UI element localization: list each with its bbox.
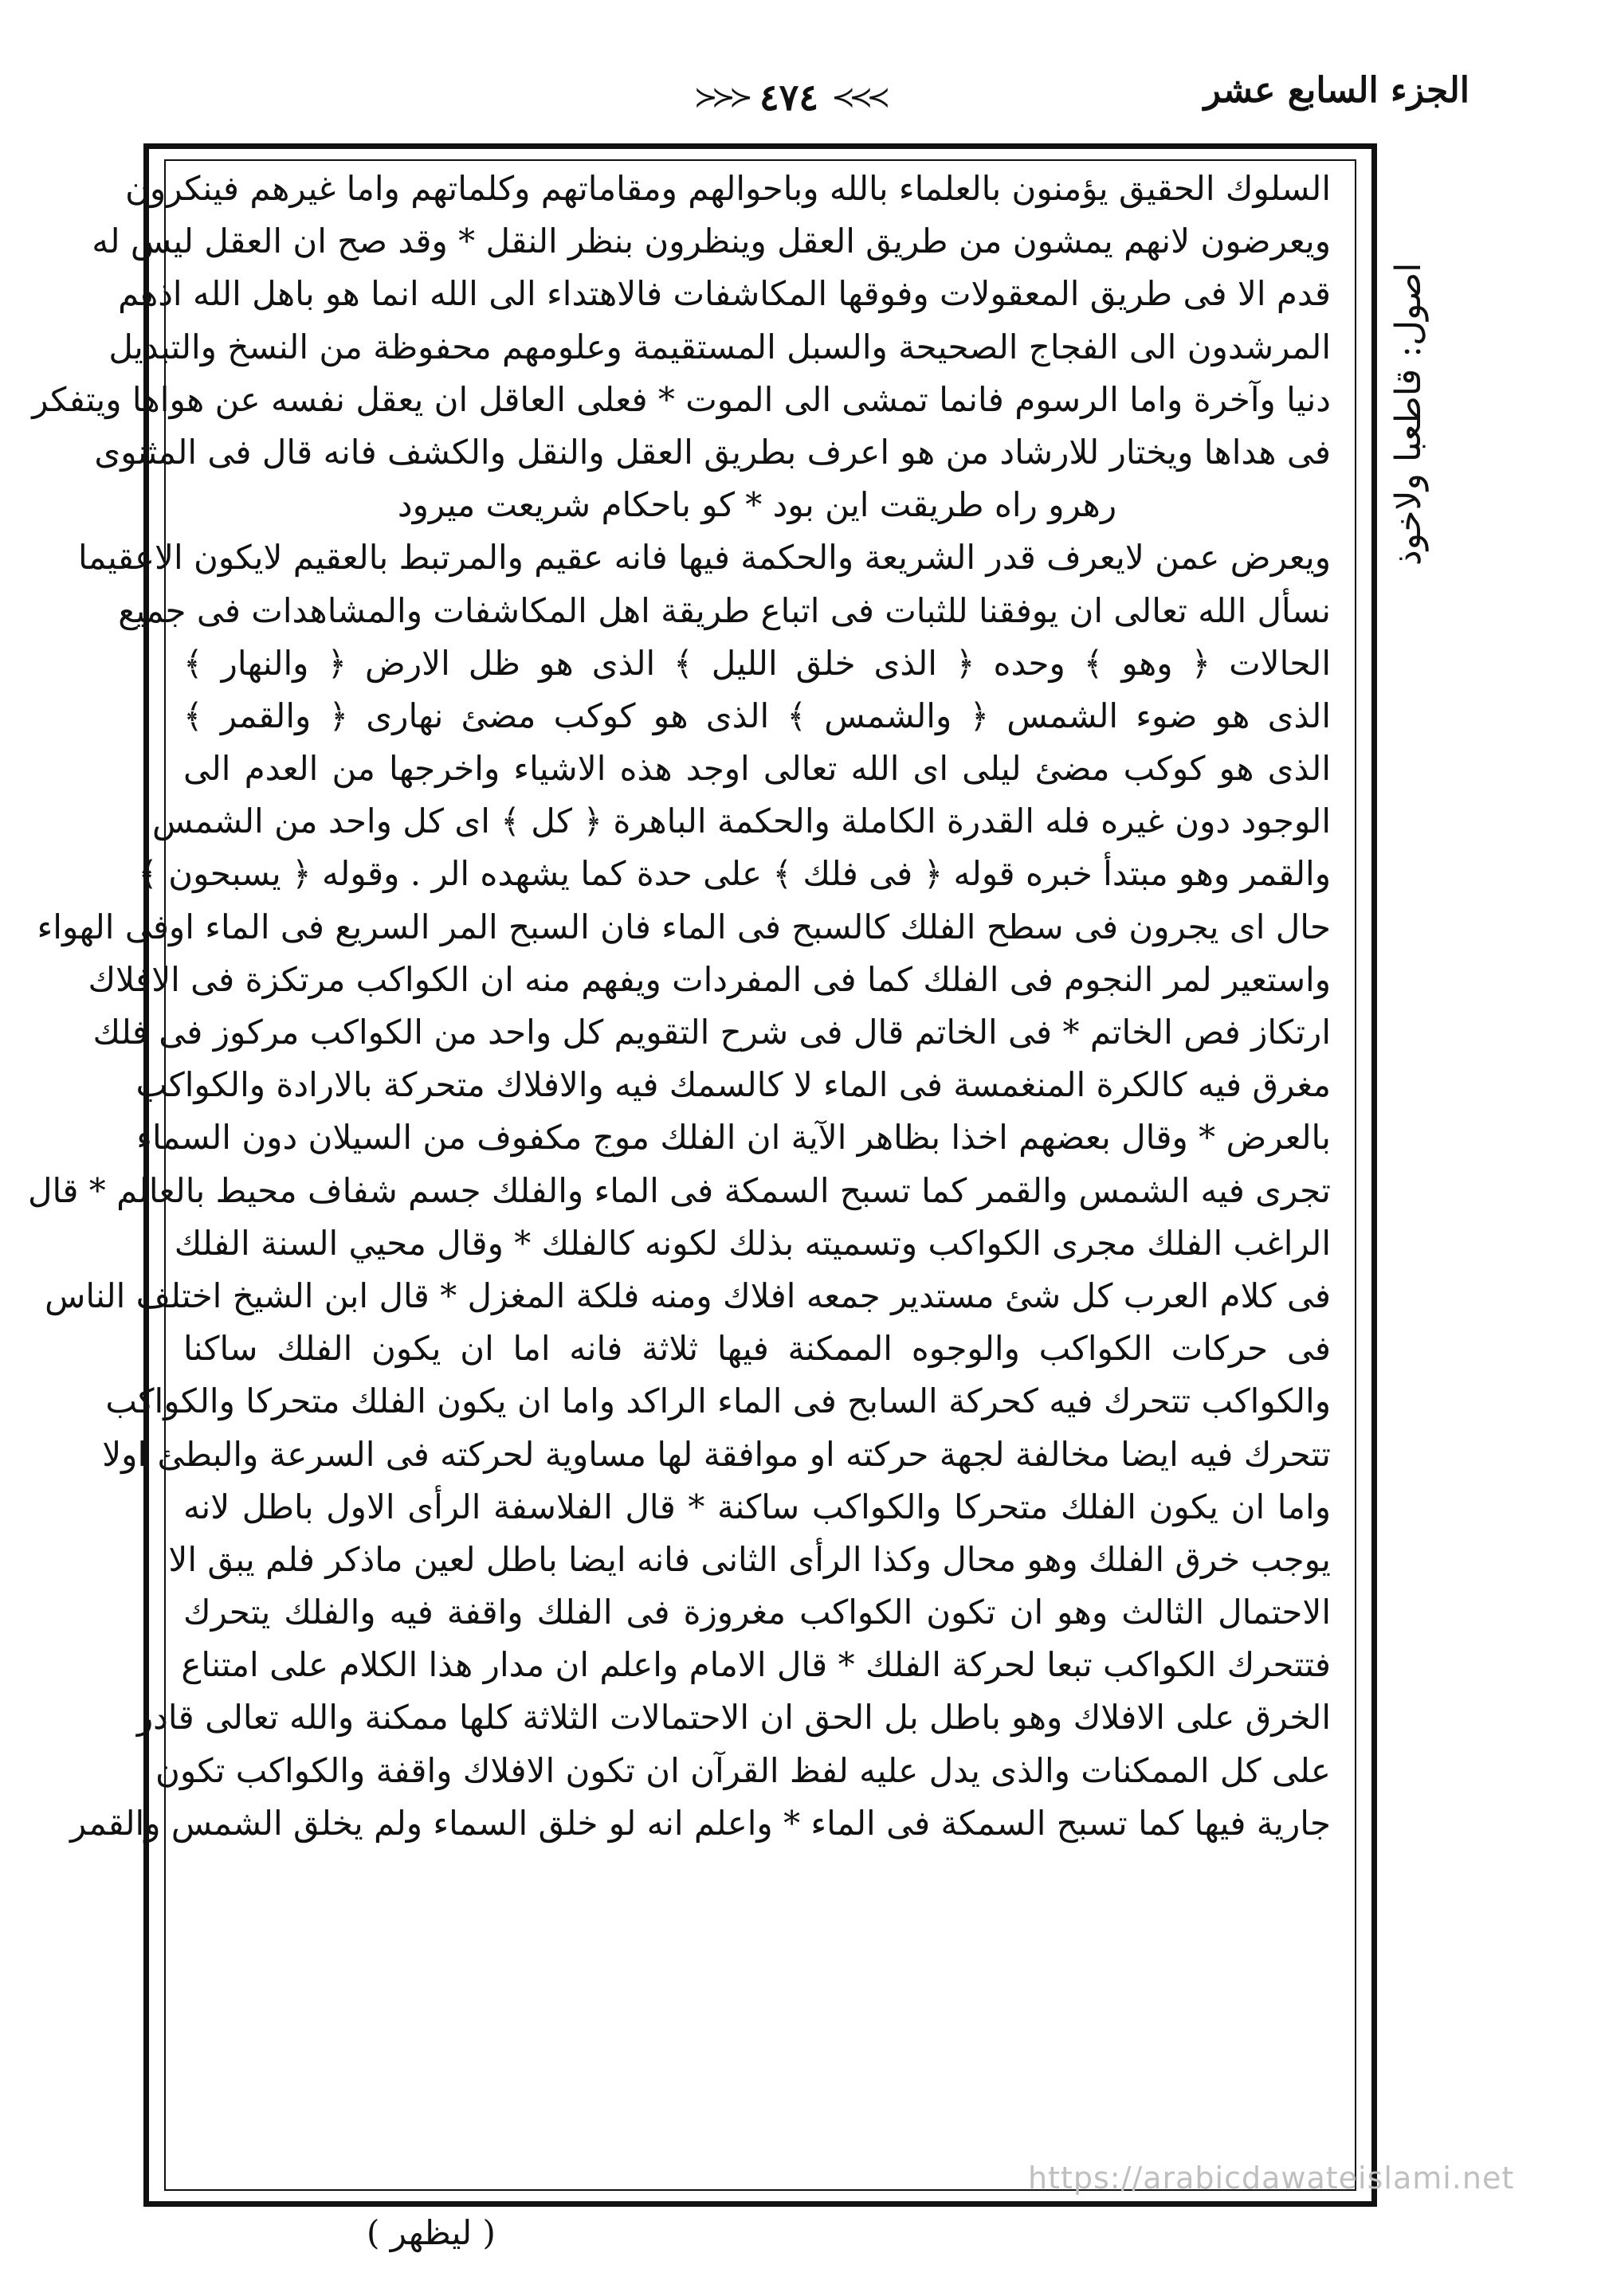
ornament-right-icon: ≺≺≺: [831, 80, 885, 114]
text-line: الراغب الفلك مجرى الكواكب وتسميته بذلك لكونه كالفلك * وقال محيي السنة الفلك: [174, 1223, 1331, 1263]
text-line: على كل الممكنات والذى يدل عليه لفظ القرآن ان تكون الافلاك واقفة والكواكب تكون: [155, 1750, 1331, 1790]
text-line: دنيا وآخرة واما الرسوم فانما تمشى الى الموت * فعلى العاقل ان يعقل نفسه عن هواها ويتفكر: [32, 379, 1331, 419]
text-line: فى هداها ويختار للارشاد من هو اعرف بطريق العقل والنقل والكشف فانه قال فى المثنوى: [94, 432, 1331, 472]
page-number-group: [669, 73, 908, 121]
text-line: الحالات ﴿ وهو ﴾ وحده ﴿ الذى خلق الليل ﴾ الذى هو ظل الارض ﴿ والنهار ﴾: [183, 643, 1331, 683]
text-line: حال اى يجرون فى سطح الفلك كالسبح فى الماء فان السبح المر السريع فى الماء اوفى الهواء: [37, 907, 1331, 946]
text-line: الذى هو كوكب مضئ ليلى اى الله تعالى اوجد هذه الاشياء واخرجها من العدم الى: [183, 749, 1331, 789]
text-line: يوجب خرق الفلك وهو محال وكذا الرأى الثانى فانه ايضا باطل لعين ماذكر فلم يبق الا: [168, 1539, 1331, 1579]
text-line: واستعير لمر النجوم فى الفلك كما فى المفردات ويفهم منه ان الكواكب مرتكزة فى الافلاك: [88, 959, 1331, 999]
body-text: [28, 163, 1331, 2186]
text-line: ارتكاز فص الخاتم * فى الخاتم قال فى شرح التقويم كل واحد من الكواكب مركوز فى فلك: [92, 1013, 1331, 1052]
text-line: قدم الا فى طريق المعقولات وفوقها المكاشفات فالاهتداء الى الله انما هو باهل الله اذهم: [118, 274, 1331, 314]
text-line: فتتحرك الكواكب تبعا لحركة الفلك * قال الامام واعلم ان مدار هذا الكلام على امتناع: [181, 1645, 1331, 1685]
ornament-left-icon: ≻≻≻: [693, 80, 747, 114]
text-line: ويعرض عمن لايعرف قدر الشريعة والحكمة فيها فانه عقيم والمرتبط بالعقيم لايكون الاعقيما: [78, 538, 1331, 578]
page-header: [0, 0, 1597, 127]
text-line: تتحرك فيه ايضا مخالفة لجهة حركته او موافقة لها مساوية لحركته فى السرعة والبطئ اولا: [102, 1434, 1331, 1474]
text-line: جارية فيها كما تسبح السمكة فى الماء * واعلم انه لو خلق السماء ولم يخلق الشمس والقمر: [70, 1803, 1331, 1843]
text-line: تجرى فيه الشمس والقمر كما تسبح السمكة فى الماء والفلك جسم شفاف محيط بالعالم * قال: [28, 1170, 1331, 1210]
part-title: الجزء السابع عشر: [1203, 70, 1469, 111]
text-line: الخرق على الافلاك وهو باطل بل الحق ان الاحتمالات الثلاثة كلها ممكنة والله تعالى قادر: [136, 1698, 1331, 1738]
text-line: واما ان يكون الفلك متحركا والكواكب ساكنة * قال الفلاسفة الرأى الاول باطل لانه: [183, 1487, 1331, 1526]
watermark: https://arabicdawateislami.net: [1028, 2161, 1515, 2196]
verse-line: رهرو راه طريقت اين بود * كو باحكام شريعت ميرود: [397, 485, 1117, 525]
text-line: فى كلام العرب كل شئ مستدير جمعه افلاك ومنه فلكة المغزل * قال ابن الشيخ اختلف الناس: [45, 1275, 1331, 1315]
text-line: الوجود دون غيره فله القدرة الكاملة والحكمة الباهرة ﴿ كل ﴾ اى كل واحد من الشمس: [151, 801, 1331, 841]
margin-note: اصول: قاطعبا ولاخوذ: [1388, 263, 1429, 566]
text-line: ويعرضون لانهم يمشون من طريق العقل وينظرون بنظر النقل * وقد صح ان العقل ليس له: [92, 221, 1331, 261]
text-line: الاحتمال الثالث وهو ان تكون الكواكب مغروزة فى الفلك واقفة فيه والفلك يتحرك: [183, 1593, 1331, 1632]
text-line: والقمر وهو مبتدأ خبره قوله ﴿ فى فلك ﴾ على حدة كما يشهده الر . وقوله ﴿ يسبحون ﴾: [138, 854, 1331, 894]
text-line: السلوك الحقيق يؤمنون بالعلماء بالله وباحوالهم ومقاماتهم وكلماتهم واما غيرهم فينكرون: [125, 169, 1331, 208]
text-line: الذى هو ضوء الشمس ﴿ والشمس ﴾ الذى هو كوكب مضئ نهارى ﴿ والقمر ﴾: [183, 695, 1331, 735]
text-line: مغرق فيه كالكرة المنغمسة فى الماء لا كالسمك فيه والافلاك متحركة بالارادة والكواكب: [135, 1065, 1331, 1105]
text-line: المرشدون الى الفجاج الصحيحة والسبل المستقيمة وعلومهم محفوظة من النسخ والتبديل: [108, 327, 1331, 366]
text-line: بالعرض * وقال بعضهم اخذا بظاهر الآية ان الفلك موج مكفوف من السيلان دون السماء: [136, 1118, 1331, 1158]
page-number: ٤٧٤: [759, 76, 819, 119]
text-line: نسأل الله تعالى ان يوفقنا للثبات فى اتباع طريقة اهل المكاشفات والمشاهدات فى جميع: [118, 590, 1331, 630]
catchword: ( ليظهر ): [367, 2213, 496, 2252]
text-line: والكواكب تتحرك فيه كحركة السابح فى الماء الراكد واما ان يكون الفلك متحركا والكواكب: [105, 1381, 1331, 1421]
text-line: فى حركات الكواكب والوجوه الممكنة فيها ثلاثة فانه اما ان يكون الفلك ساكنا: [183, 1329, 1331, 1369]
